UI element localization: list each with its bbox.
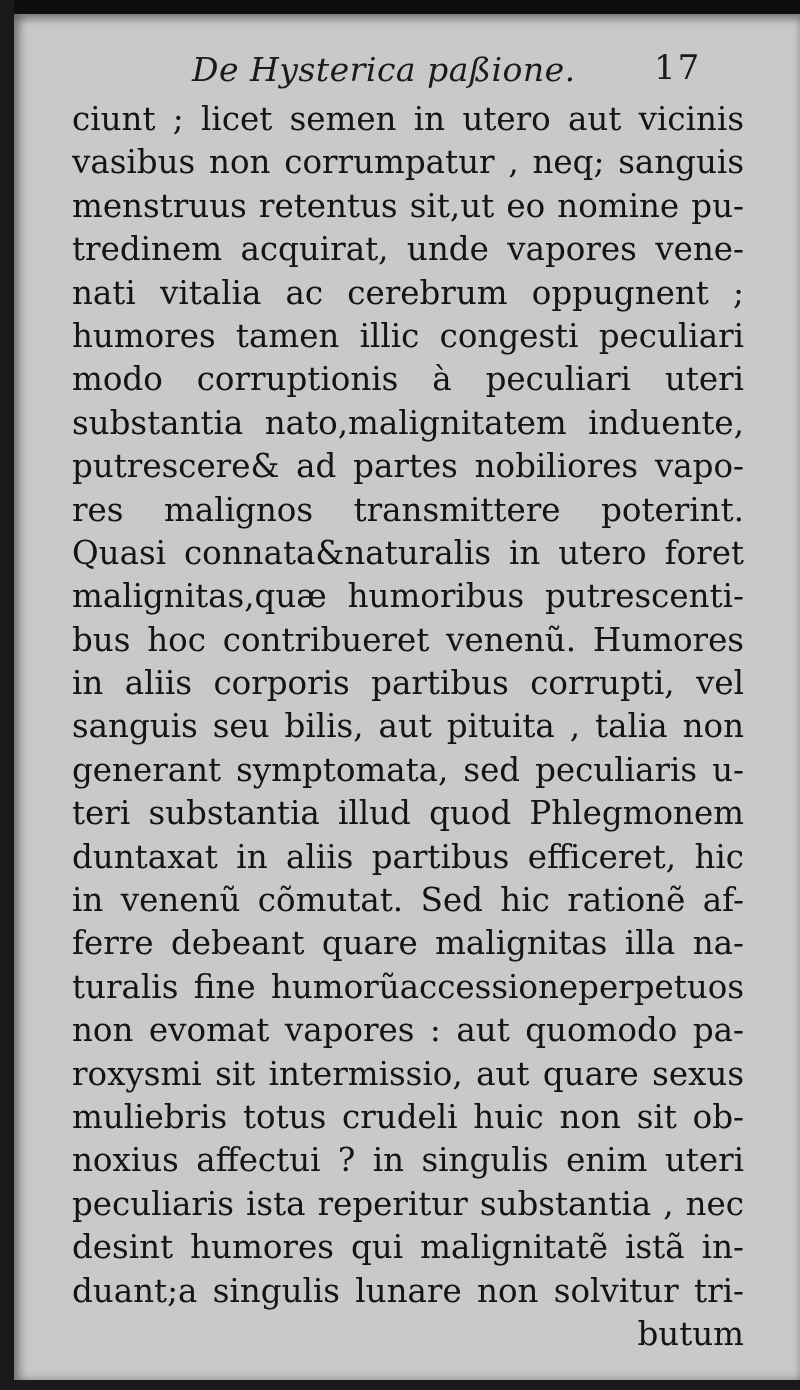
text-line: non evomat vapores : aut quomodo pa- [72,1011,744,1050]
text-line: modo corruptionis à peculiari uteri [72,360,744,399]
text-line: ferre debeant quare malignitas illa na- [72,924,744,963]
text-line: nati vitalia ac cerebrum oppugnent ; [72,273,744,312]
text-line: duntaxat in aliis partibus efficeret, hic [72,837,744,876]
text-line: menstruus retentus sit,ut eo nomine pu- [72,186,744,225]
book-page [14,14,800,1380]
text-line: duant;a singulis lunare non solvitur tri- [72,1271,744,1310]
running-title: De Hysterica paßione. [192,50,576,89]
text-line: noxius affectui ? in singulis enim uteri [72,1141,744,1180]
text-line: substantia nato,malignitatem induente, [72,403,744,442]
text-line: in aliis corporis partibus corrupti, vel [72,664,744,703]
text-line: roxysmi sit intermissio, aut quare sexus [72,1054,744,1093]
text-line: desint humores qui malignitatẽ istã in- [72,1228,744,1267]
text-line: bus hoc contribueret venenũ. Humores [72,620,744,659]
text-line: res malignos transmittere poterint. [72,490,744,529]
page-number: 17 [654,48,702,88]
body-text [72,98,744,1356]
text-line: teri substantia illud quod Phlegmonem [72,794,744,833]
catchword: butum [637,1314,744,1353]
text-line: putrescere& ad partes nobiliores vapo- [72,447,744,486]
text-line: turalis fine humorũaccessioneperpetuos [72,967,744,1006]
text-line: malignitas,quæ humoribus putrescenti- [72,577,744,616]
text-line: muliebris totus crudeli huic non sit ob- [72,1097,744,1136]
text-line: humores tamen illic congesti peculiari [72,316,744,355]
page-header [14,44,800,104]
text-line: sanguis seu bilis, aut pituita , talia non [72,707,744,746]
text-line: ciunt ; licet semen in utero aut vicinis [72,100,744,138]
text-line: vasibus non corrumpatur , neq; sanguis [72,143,744,182]
text-line: in venenũ cõmutat. Sed hic rationẽ af- [72,881,744,920]
text-line: peculiaris ista reperitur substantia , nec [72,1184,744,1223]
text-line: Quasi connata&naturalis in utero foret [72,533,744,572]
text-line: tredinem acquirat, unde vapores vene- [72,230,744,269]
text-line: generant symptomata, sed peculiaris u- [72,750,744,789]
